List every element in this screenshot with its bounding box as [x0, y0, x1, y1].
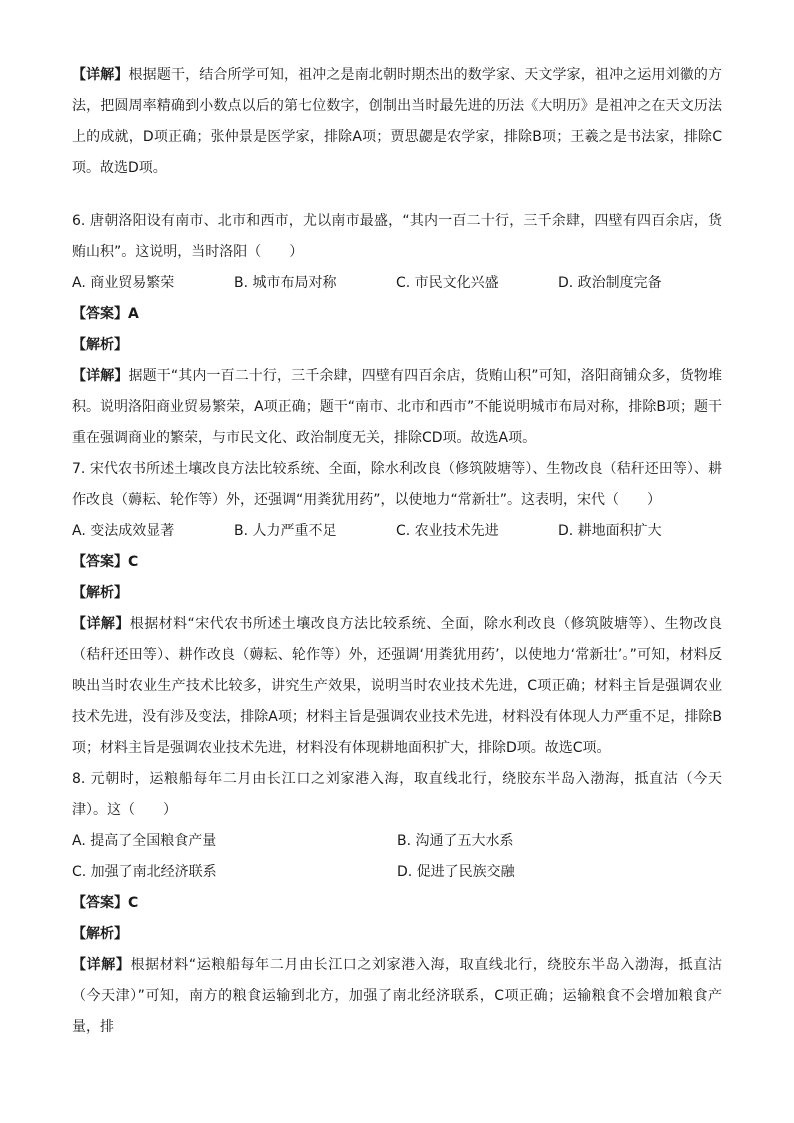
option-c: C. 农业技术先进 [396, 523, 499, 539]
option-b: B. 沟通了五大水系 [397, 833, 514, 849]
q7-detail [72, 609, 722, 764]
q7-answer: 【答案】C [72, 554, 139, 570]
q6-detail [72, 361, 722, 454]
detail-text: 根据材料“运粮船每年二月由长江口之刘家港入海，取直线北行，绕胶东半岛入渤海，抵直沽（今天津）”可知，南方的粮食运输到北方，加强了南北经济联系，C项正确；运输粮食不会增加粮食产量，排 [72, 957, 722, 1035]
q5-detail [72, 60, 722, 184]
option-d: D. 政治制度完备 [558, 275, 662, 291]
q8-answer: 【答案】C [72, 895, 139, 911]
detail-tag: 【详解】 [72, 957, 131, 973]
q7-stem: 7. 宋代农书所述土壤改良方法比较系统、全面，除水利改良（修筑陂塘等）、生物改良（秸秆还田等）、耕作改良（薅耘、轮作等）外，还强调“用粪犹用药”，以使地力“常新壮”。这表明，宋代（ ） [72, 461, 722, 508]
q6-analysis-heading: 【解析】 [72, 337, 128, 353]
q8-options [72, 826, 722, 888]
q7-analysis-heading: 【解析】 [72, 585, 128, 601]
q6-answer: 【答案】A [72, 306, 139, 322]
q8-analysis-heading: 【解析】 [72, 926, 128, 942]
q6-stem: 6. 唐朝洛阳设有南市、北市和西市，尤以南市最盛，“其内一百二十行，三千余肆，四壁有四百余店，货贿山积”。这说明，当时洛阳（ ） [72, 213, 722, 260]
q8-detail [72, 950, 722, 1043]
detail-text: 根据题干，结合所学可知，祖冲之是南北朝时期杰出的数学家、天文学家，祖冲之运用刘徽的方法，把圆周率精确到小数点以后的第七位数字，创制出当时最先进的历法《大明历》是祖冲之在天文历法上的成就，D项正确；张仲景是医学家，排除A项；贾思勰是农学家，排除B项；王羲之是书法家，排除C项。故选D项。 [72, 67, 723, 176]
option-c: C. 加强了南北经济联系 [72, 864, 217, 880]
detail-text: 据题干“其内一百二十行，三千余肆，四壁有四百余店，货贿山积”可知，洛阳商铺众多，货物堆积。说明洛阳商业贸易繁荣，A项正确；题干“南市、北市和西市”不能说明城市布局对称，排除B项；题干重在强调商业的繁荣，与市民文化、政治制度无关，排除CD项。故选A项。 [72, 368, 722, 446]
option-d: D. 促进了民族交融 [397, 864, 515, 880]
detail-text: 根据材料“宋代农书所述土壤改良方法比较系统、全面，除水利改良（修筑陂塘等）、生物改良（秸秆还田等）、耕作改良（薅耘、轮作等）外，还强调‘用粪犹用药’，以使地力‘常新壮’。”可知，材料反映出当时农业生产技术比较多，讲究生产效果，说明当时农业技术先进，C项正确；材料主旨是强调农业技术先进，没有涉及变法，排除A项；材料主旨是强调农业技术先进，材料没有体现人力严重不足，排除B项；材料主旨是强调农业技术先进，材料没有体现耕地面积扩大，排除D项。故选C项。 [72, 616, 722, 756]
q8-stem: 8. 元朝时，运粮船每年二月由长江口之刘家港入海，取直线北行，绕胶东半岛入渤海，抵直沽（今天津）。这（ ） [72, 771, 722, 818]
option-a: A. 变法成效显著 [72, 523, 175, 539]
option-b: B. 城市布局对称 [234, 275, 337, 291]
option-a: A. 商业贸易繁荣 [72, 275, 175, 291]
option-a: A. 提高了全国粮食产量 [72, 833, 217, 849]
option-c: C. 市民文化兴盛 [396, 275, 499, 291]
detail-tag: 【详解】 [72, 368, 129, 384]
spacer [72, 184, 722, 206]
option-d: D. 耕地面积扩大 [558, 523, 662, 539]
option-b: B. 人力严重不足 [234, 523, 337, 539]
q6-options [72, 268, 722, 299]
q7-options [72, 516, 722, 547]
detail-tag: 【详解】 [72, 67, 129, 83]
detail-tag: 【详解】 [72, 616, 130, 632]
document-page [72, 60, 722, 1043]
